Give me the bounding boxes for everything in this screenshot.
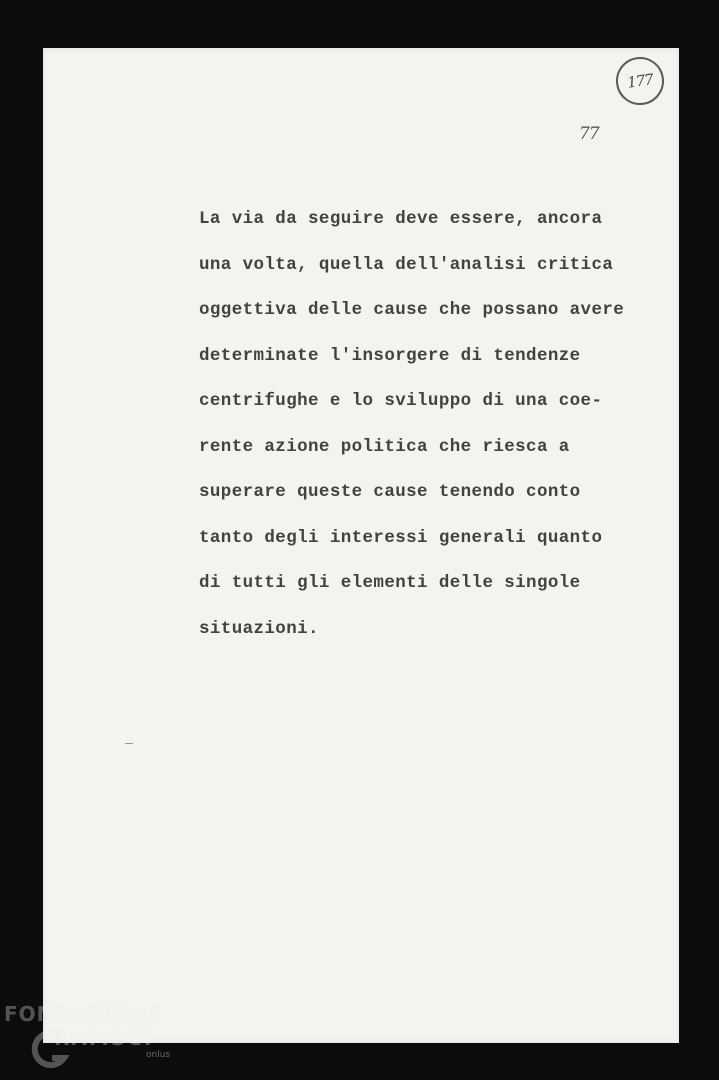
text-line: di tutti gli elementi delle singole [199,573,581,593]
typewritten-page [43,48,679,1043]
text-line: oggettiva delle cause che possano avere [199,300,625,320]
text-line: tanto degli interessi generali quanto [199,527,603,548]
page-number: 77 [579,124,599,144]
text-line: determinate l'insorgere di tendenze [199,345,581,366]
watermark-line2: RAMSCI [54,1026,154,1050]
archive-stamp-number: 177 [626,70,654,92]
text-line: superare queste cause tenendo conto [199,482,581,502]
stray-mark [125,743,133,744]
watermark-line1: FONDAZIONE [4,1002,163,1026]
typed-text-body [199,206,624,661]
text-line: La via da seguire deve essere, ancora [199,209,603,229]
text-line: situazioni. [199,618,319,639]
text-line: una volta, quella dell'analisi critica [199,254,614,275]
text-line: rente azione politica che riesca a [199,436,570,457]
archive-stamp [613,54,667,108]
text-line: centrifughe e lo sviluppo di una coe- [199,391,603,411]
watermark-logo [4,1002,179,1076]
watermark-suffix: onlus [146,1050,171,1060]
